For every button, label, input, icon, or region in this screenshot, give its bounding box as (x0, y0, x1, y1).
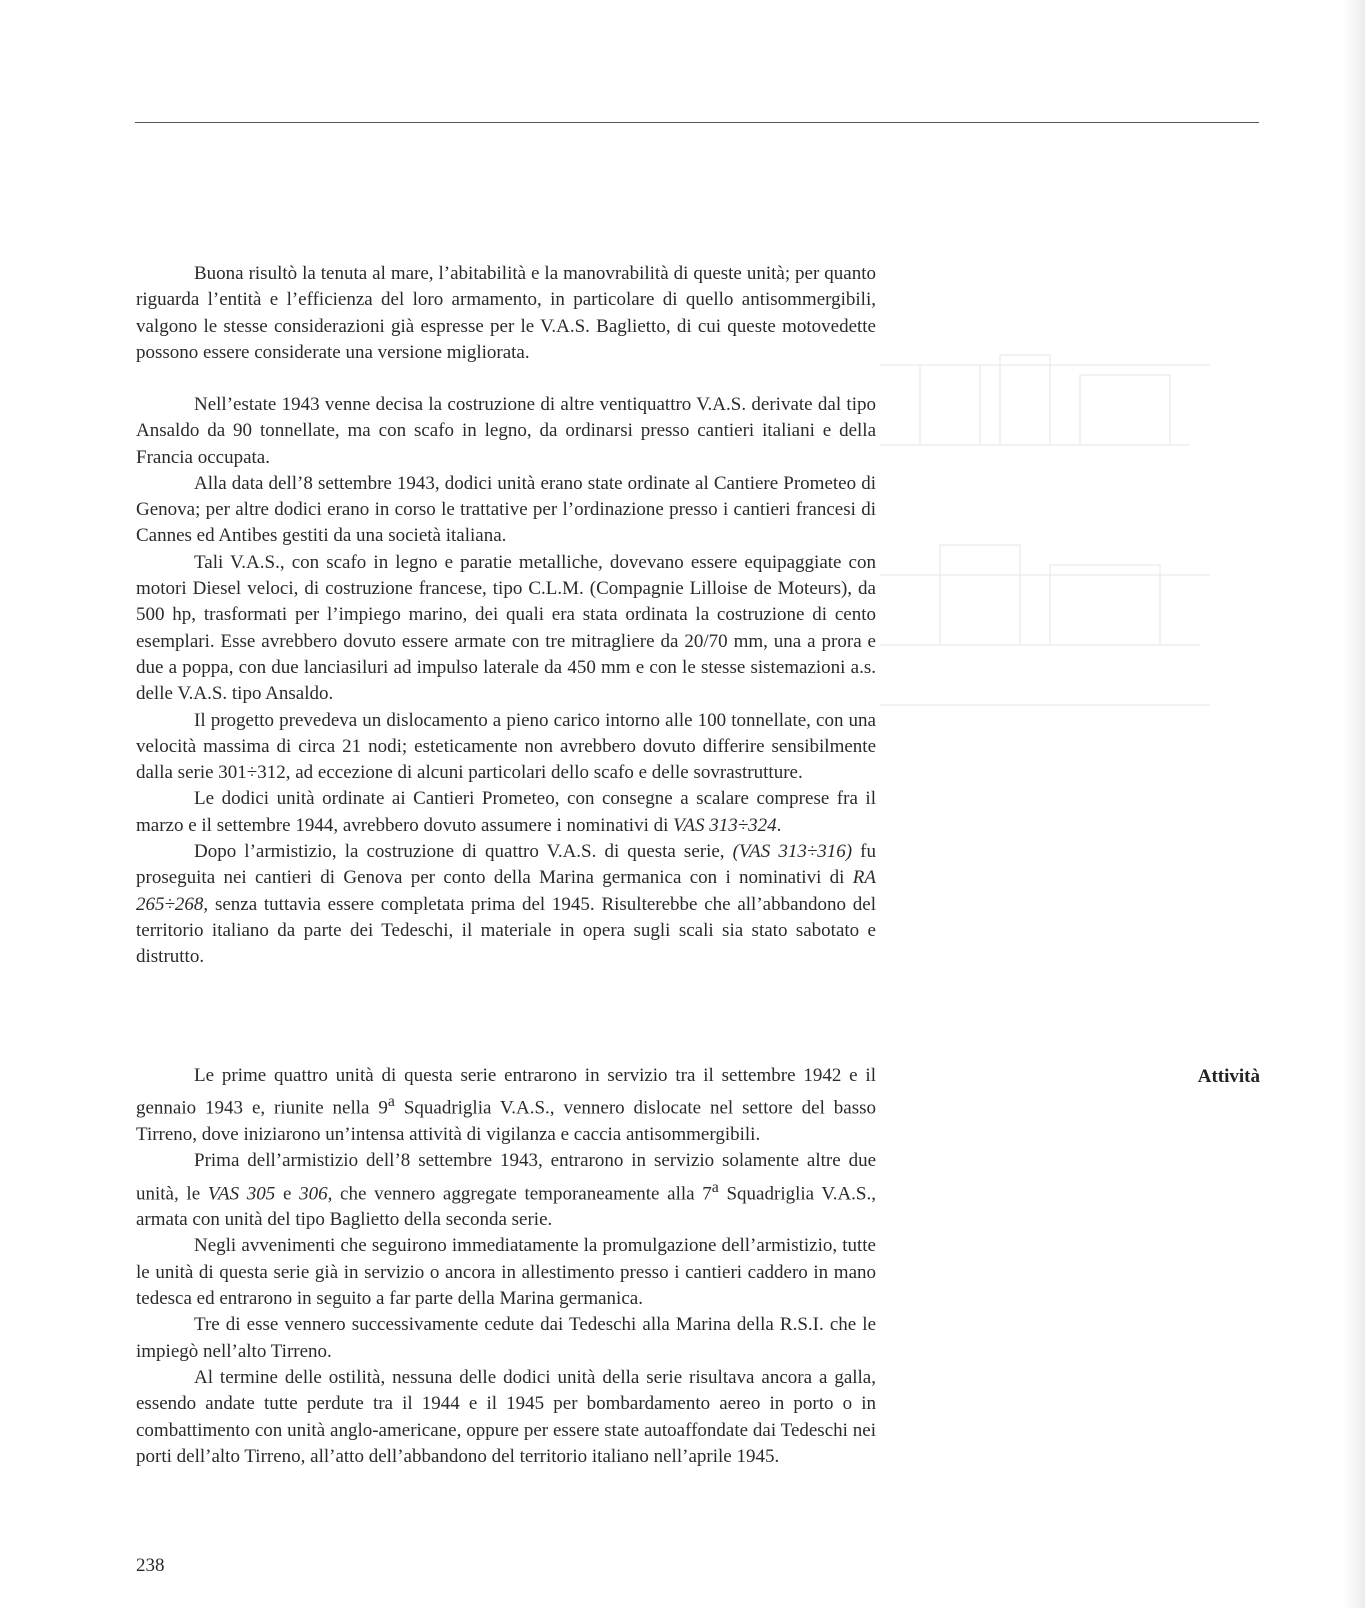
text-run: . (776, 814, 782, 836)
paragraph: Tre di esse vennero successivamente cedute dai Tedeschi alla Marina della R.S.I. che le impiegò nell’alto Tirreno. (136, 1314, 876, 1362)
vessel-designation: VAS 313÷324 (673, 814, 777, 836)
text-run: Squadriglia V.A.S., vennero dislocate nel settore del basso Tirreno, dove iniziarono un’intensa attività di vigilanza e caccia antisommergibili. (136, 1097, 876, 1145)
vessel-designation: 306, (299, 1182, 333, 1204)
paragraph (136, 1148, 876, 1233)
paragraph: Tali V.A.S., con scafo in legno e paratie metalliche, dovevano essere equipaggiate con motori Diesel veloci, di costruzione francese, tipo C.L.M. (Compagnie Lilloise de Moteurs), da 500 hp, trasformati per l’impiego marino, dei quali era stata ordinata la costruzione di cento esemplari. Esse avrebbero dovuto essere armate con tre mitragliere da 20/70 mm, una a prora e due a poppa, con due lanciasiluri ad impulso laterale da 450 mm e con le stesse sistemazioni a.s. delle V.A.S. tipo Ansaldo. (136, 551, 876, 705)
text-run: Squadriglia V.A.S., armata con unità del tipo Baglietto della seconda serie. (136, 1182, 876, 1231)
paragraph: Buona risultò la tenuta al mare, l’abitabilità e la manovrabilità di queste unità; per quanto riguarda l’entità e l’efficienza del loro armamento, in particolare di quello antisommergibili, valgono le stesse considerazioni già espresse per le V.A.S. Baglietto, di cui queste motovedette possono essere considerate una versione migliorata. (136, 263, 876, 363)
text-run: Le dodici unità ordinate ai Cantieri Prometeo, con consegne a scalare comprese fra il marzo e il settembre 1944, avrebbero dovuto assumere i nominativi di (136, 788, 876, 836)
vessel-designation: VAS 305 (207, 1182, 276, 1204)
paragraph: Alla data dell’8 settembre 1943, dodici unità erano state ordinate al Cantiere Prometeo di Genova; per altre dodici erano in corso le trattative per l’ordinazione presso i cantieri francesi di Cannes ed Antibes gestiti da una società italiana. (136, 472, 876, 547)
text-run: Dopo l’armistizio, la costruzione di quattro V.A.S. di questa serie, (194, 841, 733, 863)
vessel-designation: (VAS 313÷316) (732, 841, 853, 863)
text-block-construction (136, 392, 876, 971)
ordinal-superscript: a (387, 1093, 395, 1111)
page-number: 238 (136, 1555, 165, 1576)
text-run: senza tuttavia essere completata prima del 1945. Risulterebbe che all’abbandono del territorio italiano da parte dei Tedeschi, il materiale in opera sugli scali sia stato sabotato e distrutto. (136, 893, 876, 968)
page-edge-shadow (1343, 0, 1365, 1608)
text-block-activity (136, 1063, 876, 1470)
text-block-intro (136, 261, 876, 366)
paragraph: Nell’estate 1943 venne decisa la costruzione di altre ventiquattro V.A.S. derivate dal tipo Ansaldo da 90 tonnellate, ma con scafo in legno, da ordinarsi presso cantieri italiani e della Francia occupata. (136, 394, 876, 468)
section-heading-attivita: Attività (1197, 1066, 1260, 1087)
paragraph: Negli avvenimenti che seguirono immediatamente la promulgazione dell’armistizio, tutte le unità di questa serie già in servizio o ancora in allestimento presso i cantieri caddero in mano tedesca ed entrarono in seguito a far parte della Marina germanica. (136, 1235, 876, 1310)
paragraph: Al termine delle ostilità, nessuna delle dodici unità della serie risultava ancora a galla, essendo andate tutte perdute tra il 1944 e il 1945 per bombardamento aereo in porto o in combattimento con unità anglo-americane, oppure per essere state autoaffondate dai Tedeschi nei porti dell’alto Tirreno, all’atto dell’abbandono del territorio italiano nell’aprile 1945. (136, 1366, 876, 1467)
text-run: Prima dell’armistizio dell’8 settembre 1943, entrarono in servizio solamente altre due unità, le (136, 1150, 876, 1204)
vessel-designation: RA 265÷268, (136, 867, 876, 915)
paragraph (136, 786, 876, 839)
header-rule (135, 122, 1259, 123)
text-run: fu proseguita nei cantieri di Genova per conto della Marina germanica con i nominativi di (136, 841, 876, 889)
paragraph (136, 1063, 876, 1148)
paragraph: Il progetto prevedeva un dislocamento a pieno carico intorno alle 100 tonnellate, con una velocità massima di circa 21 nodi; esteticamente non avrebbero dovuto differire sensibilmente dalla serie 301÷312, ad eccezione di alcuni particolari dello scafo e delle sovrastrutture. (136, 709, 876, 784)
paragraph (136, 839, 876, 970)
text-run: Le prime quattro unità di questa serie entrarono in servizio tra il settembre 1942 e il gennaio 1943 e, riunite nella 9 (136, 1065, 876, 1119)
text-run: e (275, 1182, 300, 1204)
show-through-drawing (880, 245, 1210, 775)
text-run: che vennero aggregate temporaneamente alla 7 (332, 1182, 712, 1204)
ordinal-superscript: a (711, 1178, 719, 1196)
